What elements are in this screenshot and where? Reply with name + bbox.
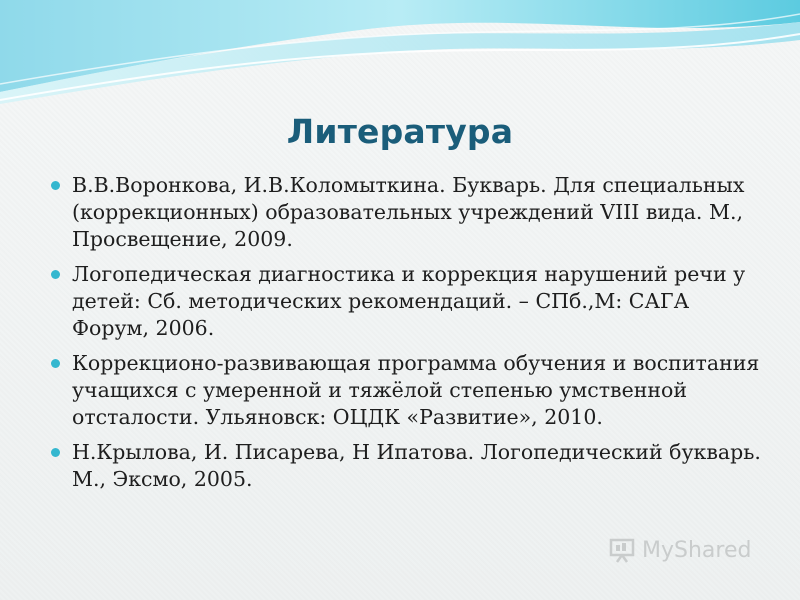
list-item-text: Коррекционо-развивающая программа обучения и воспитания учащихся с умеренной и тяжёлой степенью умственной отсталости. Ульяновск: ОЦДК «Развитие», 2010.	[72, 351, 760, 429]
bullet-icon	[51, 448, 60, 457]
list-item-text: В.В.Воронкова, И.В.Коломыткина. Букварь. Для специальных (коррекционных) образовательных учреждений VIII вида. М., Просвещение, 2009.	[72, 173, 745, 251]
list-item	[50, 172, 770, 253]
list-item-text: Н.Крылова, И. Писарева, Н Ипатова. Логопедический букварь. М., Эксмо, 2005.	[72, 440, 761, 491]
literature-list	[50, 172, 770, 501]
watermark-text: MyShared	[642, 537, 752, 563]
bullet-icon	[51, 359, 60, 368]
slide-title: Литература	[286, 112, 514, 151]
presentation-board-icon	[608, 536, 636, 564]
list-item	[50, 439, 770, 493]
list-item-text: Логопедическая диагностика и коррекция нарушений речи у детей: Сб. методических рекомендаций. – СПб.,М: САГА Форум, 2006.	[72, 262, 746, 340]
bullet-icon	[51, 181, 60, 190]
bullet-icon	[51, 270, 60, 279]
list-item	[50, 261, 770, 342]
myshared-watermark	[608, 536, 751, 564]
list-item	[50, 350, 770, 431]
header-wave-decoration	[0, 0, 800, 110]
